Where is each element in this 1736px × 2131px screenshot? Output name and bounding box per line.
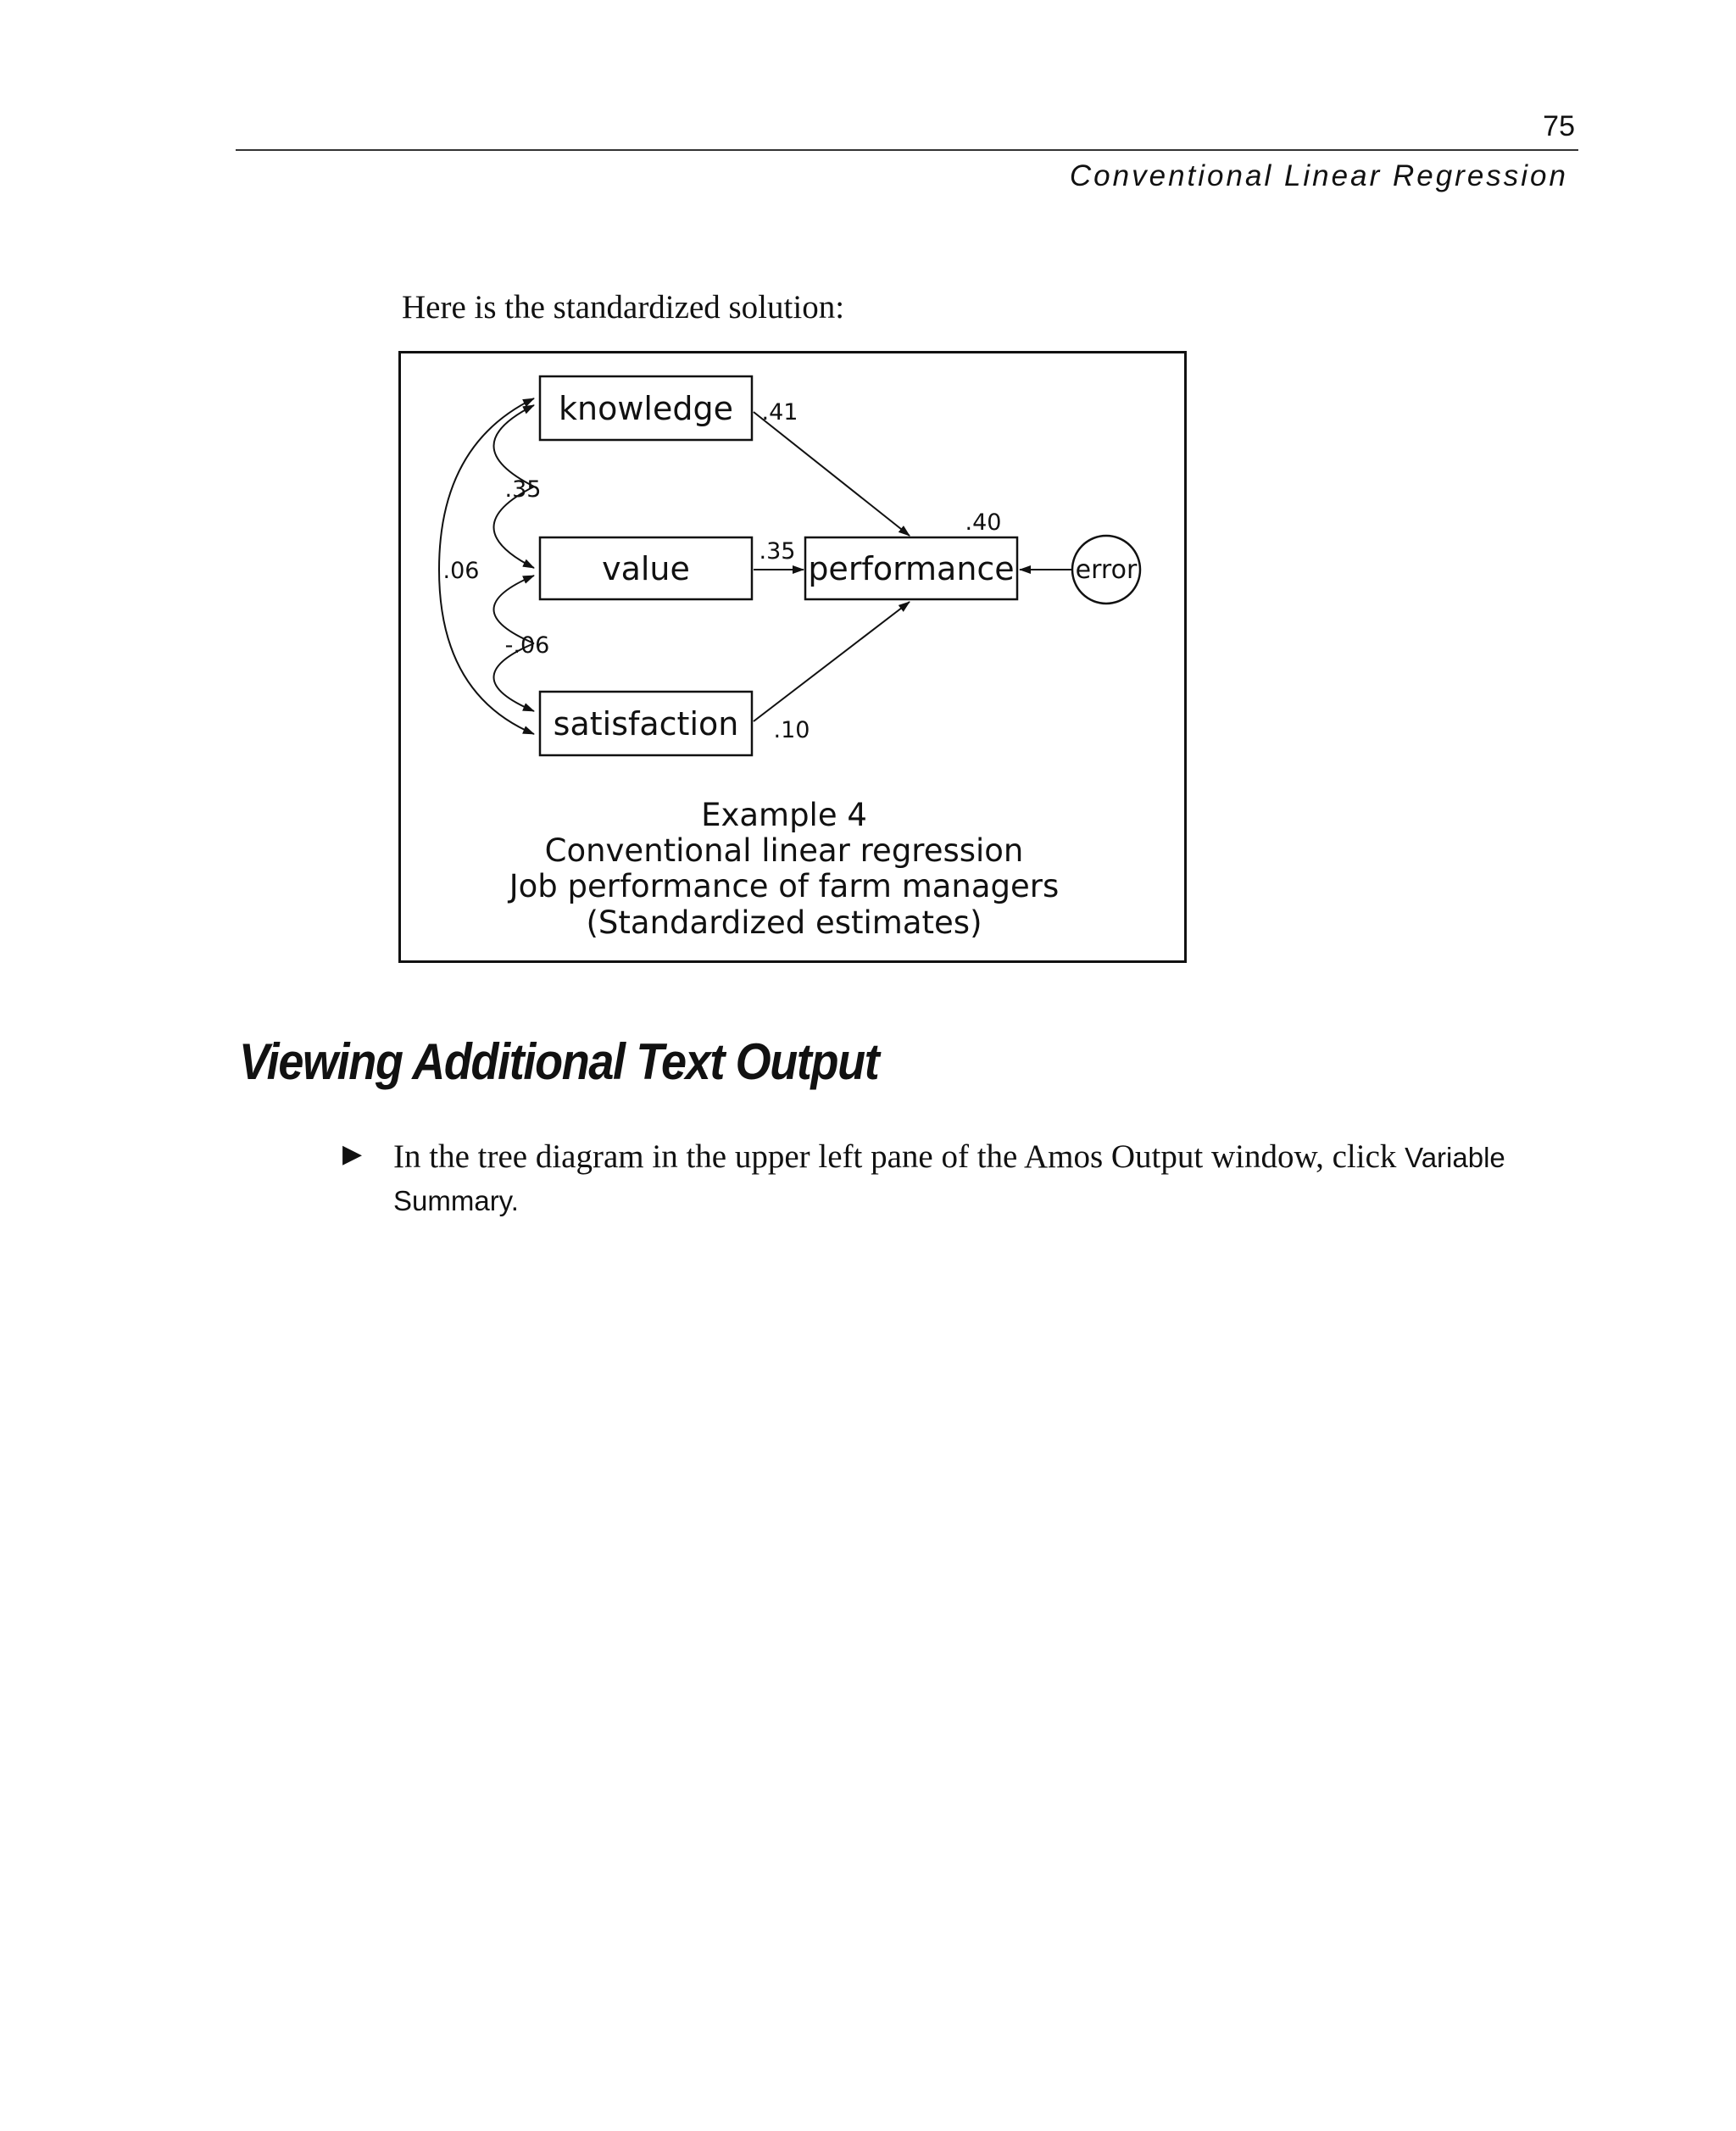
section-heading: Viewing Additional Text Output — [239, 1033, 879, 1090]
caption-line-4: (Standardized estimates) — [586, 904, 982, 941]
header-rule — [236, 149, 1578, 151]
cov-knowledge-value: .35 — [504, 476, 542, 503]
coef-value-performance: .35 — [759, 538, 796, 565]
value-label: value — [602, 550, 690, 587]
satisfaction-label: satisfaction — [553, 705, 739, 743]
instruction-paragraph — [393, 1136, 1580, 1222]
bullet-arrow-icon: ▶ — [342, 1139, 363, 1169]
cov-value-satisfaction: -.06 — [504, 632, 550, 659]
path-diagram — [398, 351, 1187, 963]
intro-text: Here is the standardized solution: — [402, 289, 845, 325]
instruction-end: . — [510, 1185, 519, 1216]
instruction-text: In the tree diagram in the upper left pane of the Amos Output window, click — [393, 1138, 1405, 1175]
performance-label: performance — [808, 550, 1015, 587]
r-squared-performance: .40 — [965, 509, 1002, 536]
page-number: 75 — [1543, 110, 1575, 142]
running-title: Conventional Linear Regression — [1069, 159, 1568, 192]
variable-summary-term: Variable Summary — [393, 1142, 1505, 1216]
path-diagram-figure — [398, 351, 1187, 963]
cov-knowledge-satisfaction: .06 — [442, 558, 480, 584]
caption-line-3: Job performance of farm managers — [509, 868, 1060, 904]
caption-line-1: Example 4 — [701, 797, 867, 833]
error-label: error — [1075, 555, 1138, 585]
coef-knowledge-performance: .41 — [761, 399, 798, 426]
coef-satisfaction-performance: .10 — [773, 717, 810, 743]
knowledge-label: knowledge — [559, 390, 733, 427]
caption-line-2: Conventional linear regression — [544, 832, 1024, 869]
